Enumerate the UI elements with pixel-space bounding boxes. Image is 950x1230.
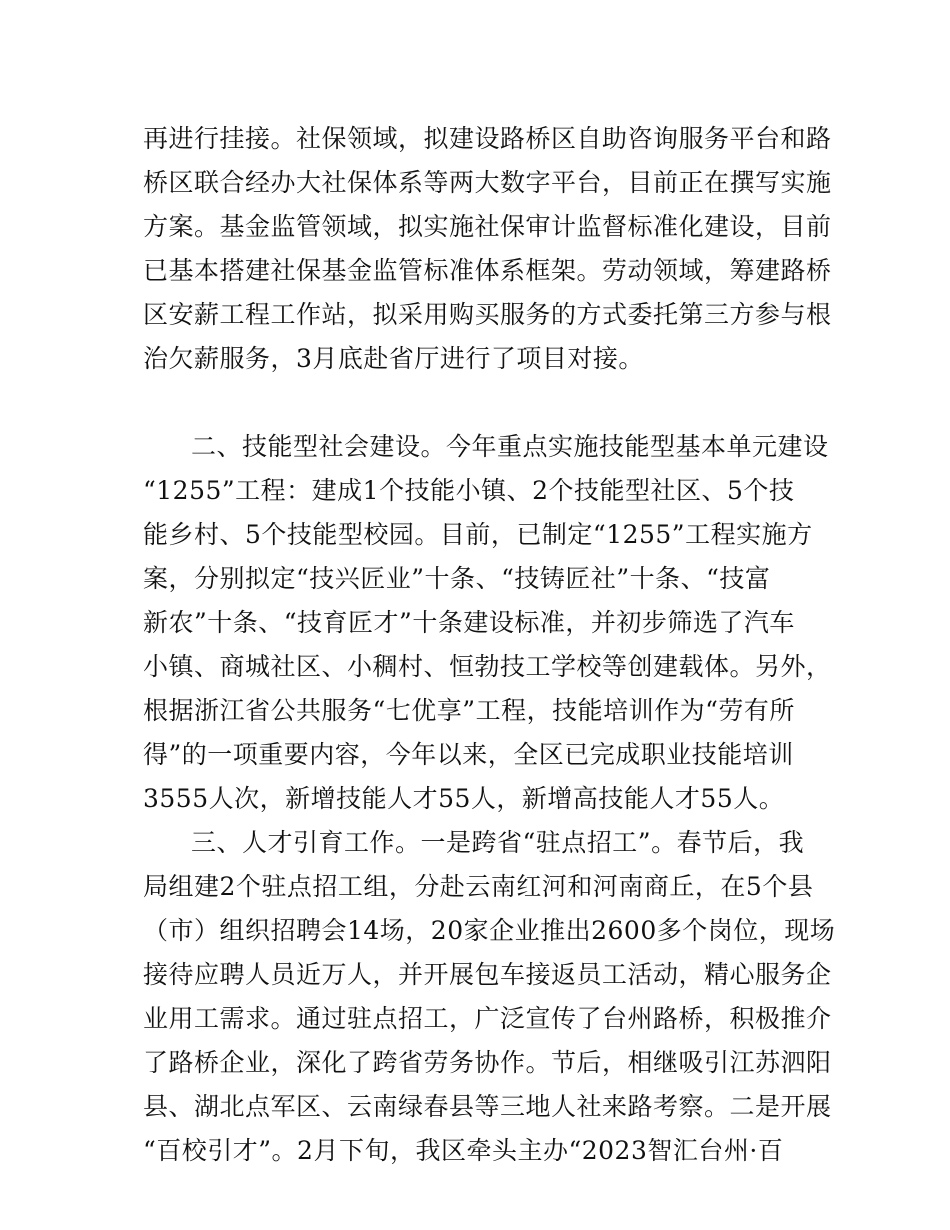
text-line: “1255”工程：建成1个技能小镇、2个技能型社区、5个技 bbox=[143, 476, 795, 505]
text-line: 局组建2个驻点招工组，分赴云南红河和河南商丘，在5个县 bbox=[143, 872, 814, 901]
text-line: 3555人次，新增技能人才55人，新增高技能人才55人。 bbox=[143, 784, 785, 813]
text-line: 已基本搭建社保基金监管标准体系框架。劳动领域，筹建路桥 bbox=[143, 256, 832, 285]
text-line: “百校引才”。2月下旬，我区牵头主办“2023智汇台州·百 bbox=[143, 1136, 784, 1165]
text-line: 再进行挂接。社保领域，拟建设路桥区自助咨询服务平台和路 bbox=[143, 124, 832, 153]
text-line: 案，分别拟定“技兴匠业”十条、“技铸匠社”十条、“技富 bbox=[143, 564, 771, 593]
text-line: 新农”十条、“技育匠才”十条建设标准，并初步筛选了汽车 bbox=[143, 608, 795, 637]
paragraph-start-line: 三、人才引育工作。一是跨省“驻点招工”。春节后，我 bbox=[191, 828, 805, 857]
text-line: 治欠薪服务，3月底赴省厅进行了项目对接。 bbox=[143, 344, 644, 373]
text-line: 区安薪工程工作站，拟采用购买服务的方式委托第三方参与根 bbox=[143, 300, 832, 329]
text-line: 能乡村、5个技能型校园。目前，已制定“1255”工程实施方 bbox=[143, 520, 813, 549]
text-line: 得”的一项重要内容，今年以来，全区已完成职业技能培训 bbox=[143, 740, 794, 769]
text-line: 县、湖北点军区、云南绿春县等三地人社来路考察。二是开展 bbox=[143, 1092, 832, 1121]
text-line: 方案。基金监管领域，拟实施社保审计监督标准化建设，目前 bbox=[143, 212, 832, 241]
text-line: （市）组织招聘会14场，20家企业推出2600多个岗位，现场 bbox=[143, 916, 836, 945]
text-line: 业用工需求。通过驻点招工，广泛宣传了台州路桥，积极推介 bbox=[143, 1004, 832, 1033]
text-line: 小镇、商城社区、小稠村、恒勃技工学校等创建载体。另外， bbox=[143, 652, 832, 681]
text-line: 接待应聘人员近万人，并开展包车接返员工活动，精心服务企 bbox=[143, 960, 832, 989]
paragraph-start-line: 二、技能型社会建设。今年重点实施技能型基本单元建设 bbox=[191, 432, 829, 461]
text-line: 桥区联合经办大社保体系等两大数字平台，目前正在撰写实施 bbox=[143, 168, 832, 197]
text-line: 了路桥企业，深化了跨省劳务协作。节后，相继吸引江苏泗阳 bbox=[143, 1048, 832, 1077]
text-line: 根据浙江省公共服务“七优享”工程，技能培训作为“劳有所 bbox=[143, 696, 795, 725]
